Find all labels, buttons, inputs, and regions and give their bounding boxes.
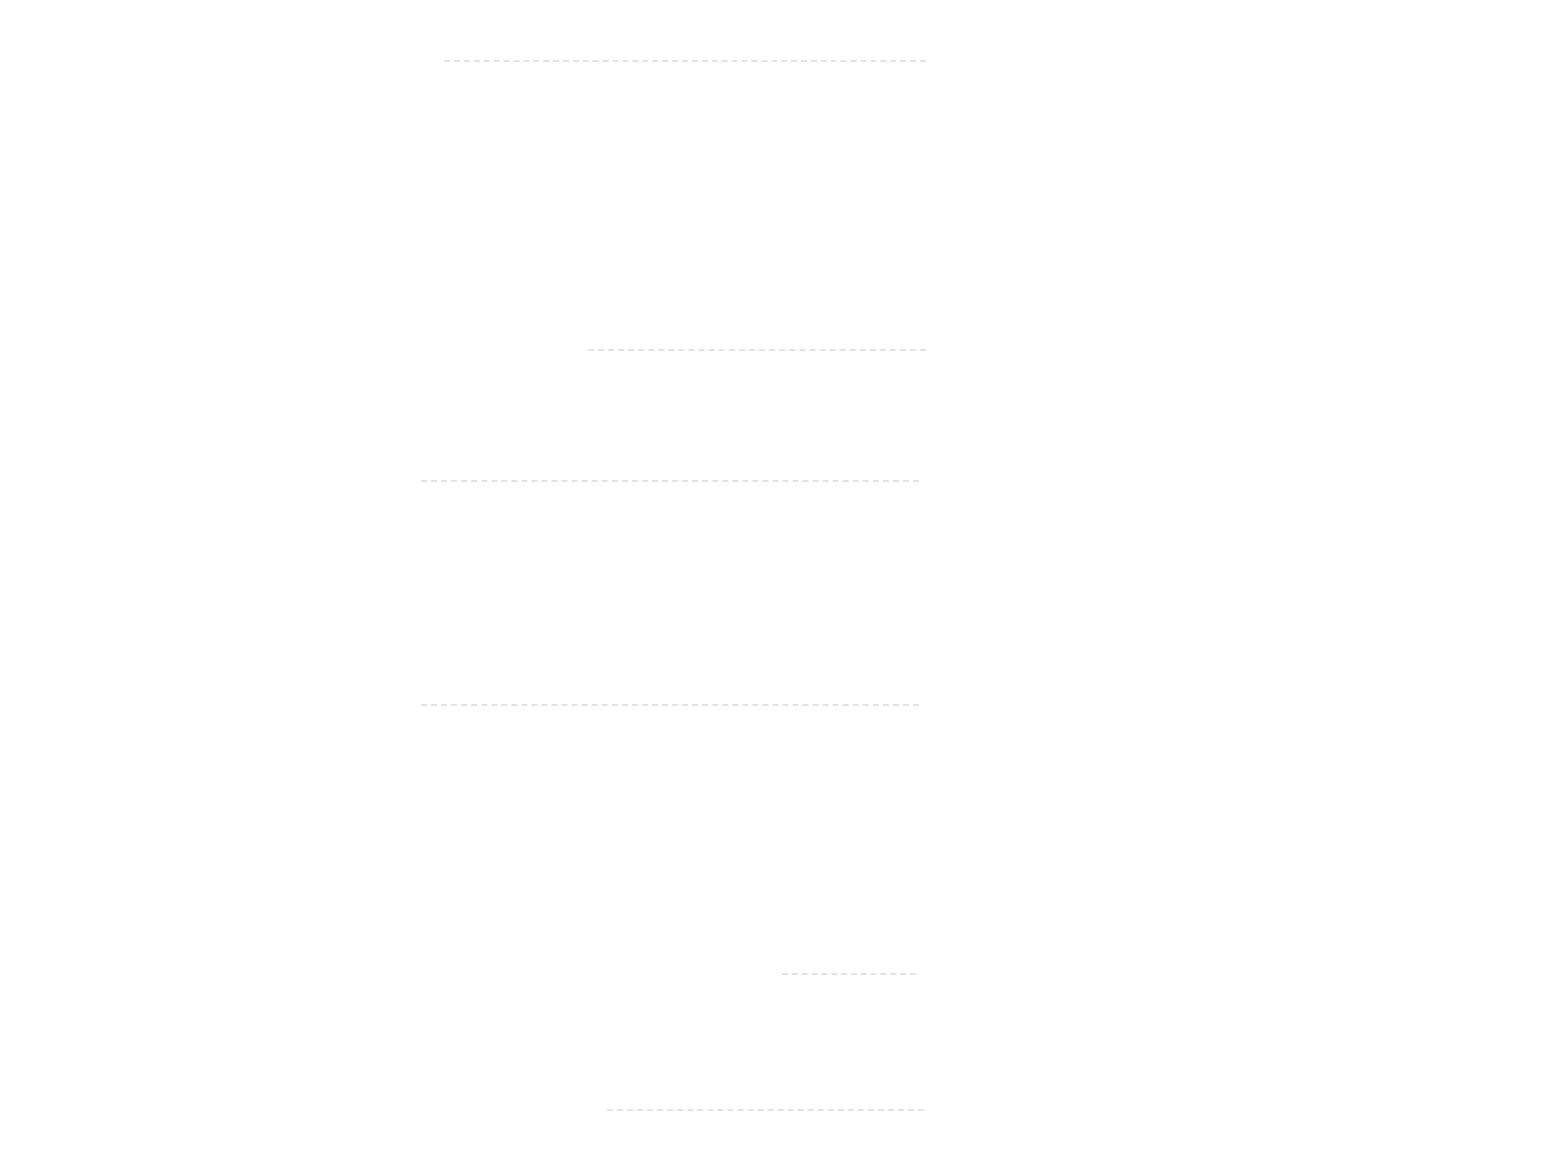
dashed-rule xyxy=(421,704,919,706)
dashed-rule xyxy=(607,1109,924,1111)
dashed-rule xyxy=(588,349,926,351)
dashed-rule xyxy=(782,973,916,975)
dashed-rule xyxy=(421,480,919,482)
dashed-rule xyxy=(444,60,926,62)
